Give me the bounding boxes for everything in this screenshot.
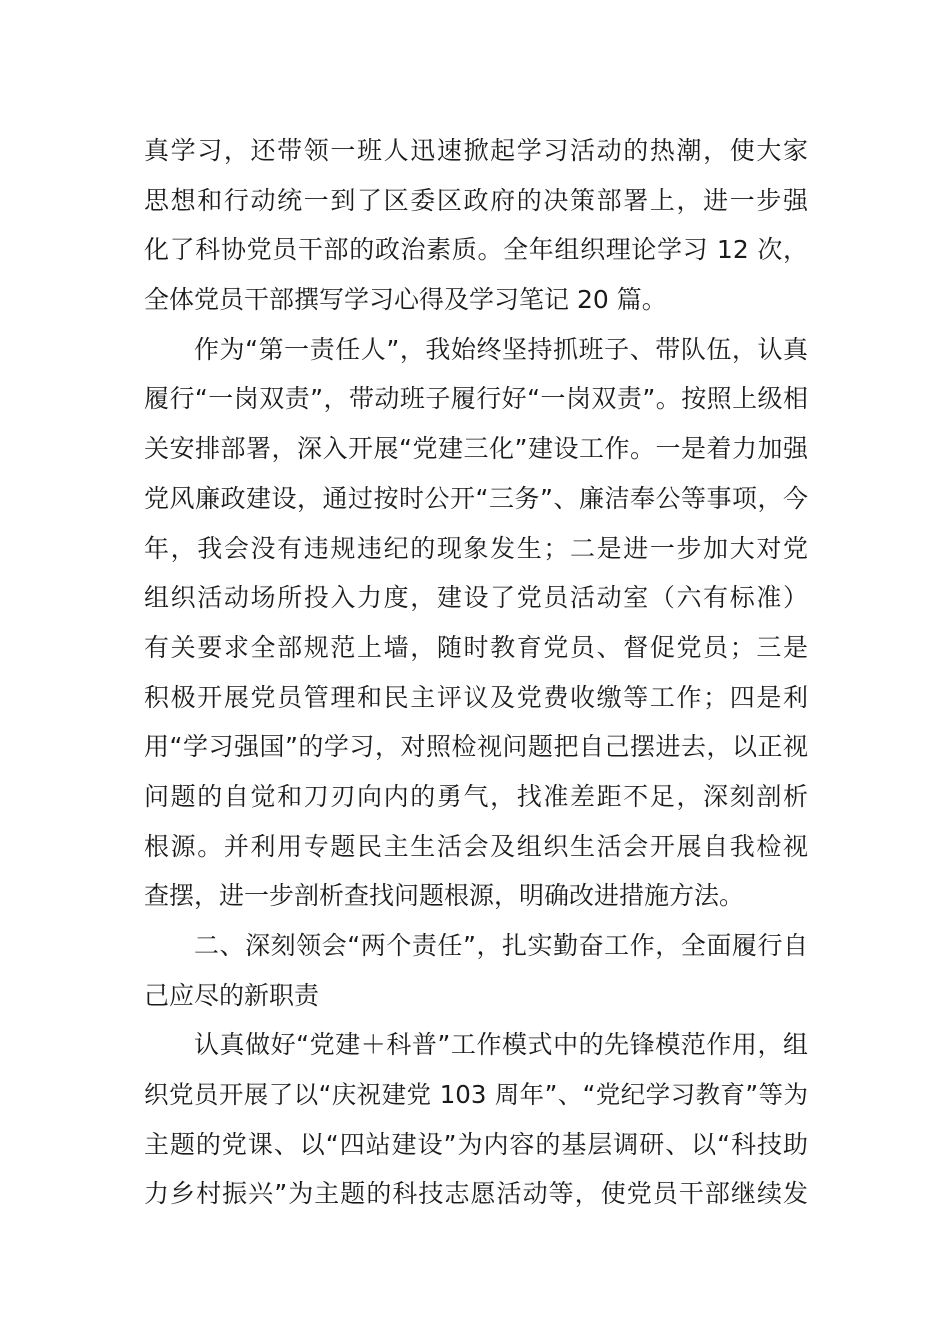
text-line: 履行“一岗双责”，带动班子履行好“一岗双责”。按照上级相 (144, 384, 808, 414)
text-line: 关安排部署，深入开展“党建三化”建设工作。一是着力加强 (144, 434, 808, 464)
text-line: 根源。并利用专题民主生活会及组织生活会开展自我检视 (144, 831, 808, 861)
document-body (144, 126, 808, 1219)
text-line: 用“学习强国”的学习，对照检视问题把自己摆进去，以正视 (144, 732, 808, 762)
text-line: 积极开展党员管理和民主评议及党费收缴等工作；四是利 (144, 682, 808, 712)
text-line: 全体党员干部撰写学习心得及学习笔记 20 篇。 (144, 285, 667, 315)
text-line: 问题的自觉和刀刃向内的勇气，找准差距不足，深刻剖析 (144, 781, 808, 811)
text-line: 主题的党课、以“四站建设”为内容的基层调研、以“科技助 (144, 1129, 808, 1159)
text-line: 党风廉政建设，通过按时公开“三务”、廉洁奉公等事项，今 (144, 483, 808, 513)
text-line: 查摆，进一步剖析查找问题根源，明确改进措施方法。 (144, 881, 745, 911)
section-heading-line: 二、深刻领会“两个责任”，扎实勤奋工作，全面履行自 (194, 931, 808, 960)
text-line: 织党员开展了以“庆祝建党 103 周年”、“党纪学习教育”等为 (144, 1080, 808, 1110)
text-line: 组织活动场所投入力度，建设了党员活动室（六有标准） (144, 583, 808, 613)
text-line: 力乡村振兴”为主题的科技志愿活动等，使党员干部继续发 (144, 1179, 808, 1209)
text-line: 真学习，还带领一班人迅速掀起学习活动的热潮，使大家 (144, 136, 808, 165)
text-line: 认真做好“党建＋科普”工作模式中的先锋模范作用，组 (194, 1030, 808, 1060)
text-line: 作为“第一责任人”，我始终坚持抓班子、带队伍，认真 (194, 334, 808, 364)
text-line: 有关要求全部规范上墙，随时教育党员、督促党员；三是 (144, 632, 808, 662)
section-heading-line: 己应尽的新职责 (144, 980, 320, 1010)
text-line: 思想和行动统一到了区委区政府的决策部署上，进一步强 (144, 185, 808, 215)
text-line: 年，我会没有违规违纪的现象发生；二是进一步加大对党 (144, 533, 808, 563)
text-line: 化了科协党员干部的政治素质。全年组织理论学习 12 次， (144, 235, 808, 265)
